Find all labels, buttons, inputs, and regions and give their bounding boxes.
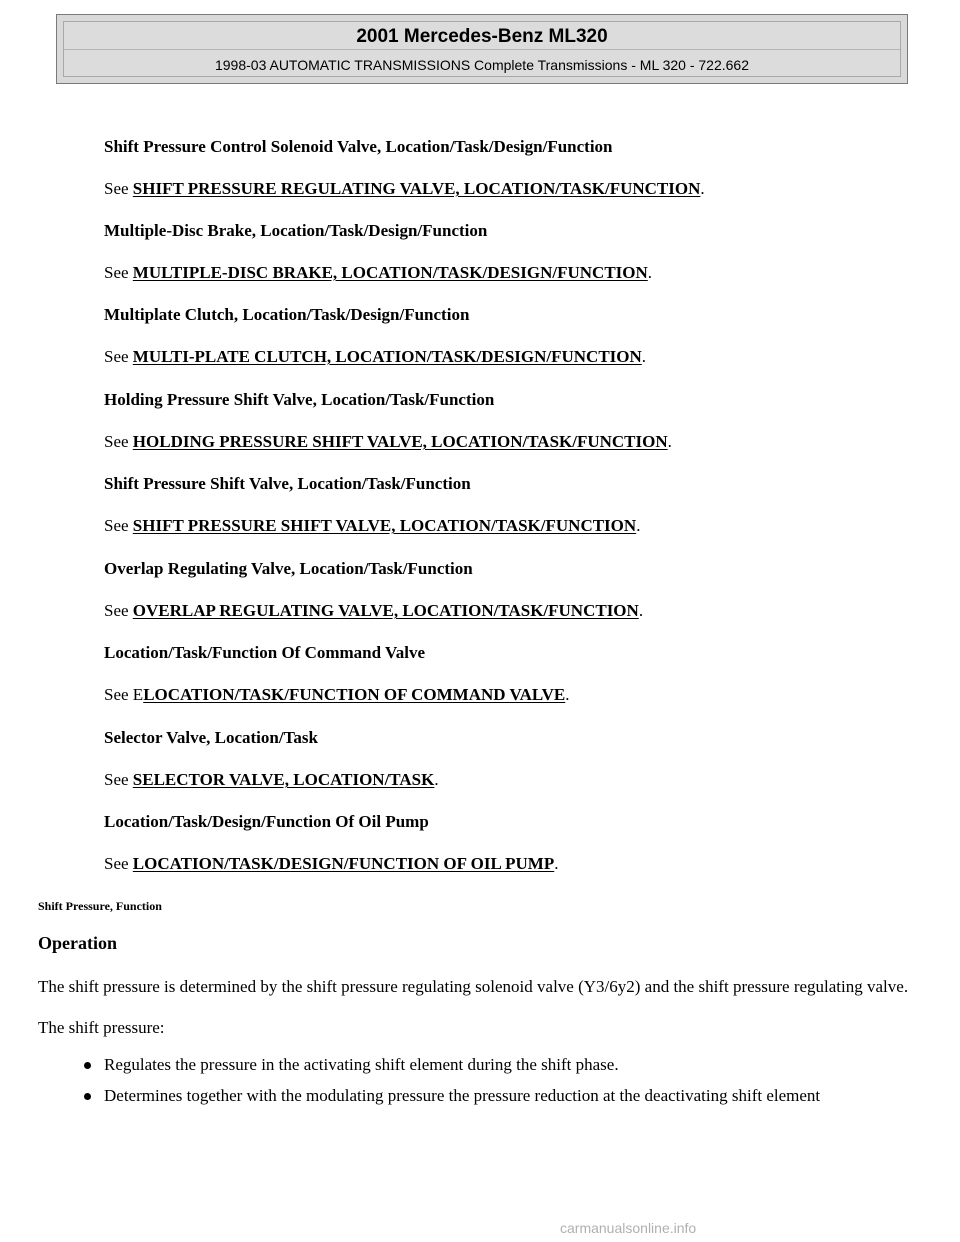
header-title: 2001 Mercedes-Benz ML320 [356, 26, 608, 47]
see-suffix: . [700, 179, 705, 198]
see-text: See [104, 516, 133, 535]
see-text: See [104, 347, 133, 366]
see-text: See [104, 685, 133, 704]
reference-link[interactable]: LOCATION/TASK/DESIGN/FUNCTION OF OIL PUMP [132, 854, 555, 873]
reference-title: Shift Pressure Control Solenoid Valve, Location/Task/Design/Function [104, 137, 613, 156]
reference-link[interactable]: MULTIPLE-DISC BRAKE, LOCATION/TASK/DESIGN/FUNCTION [132, 263, 648, 282]
reference-title: Selector Valve, Location/Task [104, 728, 318, 747]
list-item-text: Determines together with the modulating pressure the pressure reduction at the deactivating shift element [104, 1086, 821, 1105]
reference-see-line [104, 685, 570, 705]
see-text: See [104, 854, 133, 873]
reference-title: Location/Task/Function Of Command Valve [104, 643, 426, 662]
bullet-icon [84, 1093, 91, 1100]
see-suffix: . [647, 263, 653, 282]
section-heading: Operation [38, 933, 117, 953]
reference-link[interactable]: LOCATION/TASK/FUNCTION OF COMMAND VALVE [143, 685, 566, 704]
see-text: See [104, 432, 133, 451]
reference-link[interactable]: SHIFT PRESSURE SHIFT VALVE, LOCATION/TASK/FUNCTION [132, 516, 637, 535]
section-label: Shift Pressure, Function [38, 899, 162, 913]
see-text: See [104, 770, 133, 789]
reference-title: Multiplate Clutch, Location/Task/Design/Function [104, 305, 470, 324]
reference-title: Multiple-Disc Brake, Location/Task/Design/Function [104, 221, 488, 240]
see-suffix: . [554, 854, 559, 873]
see-text: See [104, 263, 133, 282]
reference-title: Shift Pressure Shift Valve, Location/Task/Function [104, 474, 471, 493]
see-suffix: . [638, 601, 644, 620]
header-subtitle: 1998-03 AUTOMATIC TRANSMISSIONS Complete Transmissions - ML 320 - 722.662 [214, 57, 750, 73]
reference-see-line [104, 601, 643, 621]
reference-see-line [104, 854, 558, 874]
reference-see-line [104, 179, 705, 199]
see-suffix: . [434, 770, 439, 789]
watermark: carmanualsonline.info [560, 1220, 697, 1236]
document-header [56, 14, 908, 84]
bullet-icon [84, 1062, 91, 1069]
see-text: See [104, 601, 133, 620]
list-item [78, 1086, 938, 1106]
see-suffix: . [565, 685, 570, 704]
reference-see-line [104, 432, 672, 452]
reference-link[interactable]: SELECTOR VALVE, LOCATION/TASK [132, 770, 435, 789]
reference-link[interactable]: HOLDING PRESSURE SHIFT VALVE, LOCATION/TASK/FUNCTION [132, 432, 668, 451]
header-panel [63, 21, 901, 77]
reference-see-line [104, 770, 439, 790]
reference-see-line [104, 347, 646, 367]
reference-see-line [104, 263, 652, 283]
see-prefix: E [132, 685, 144, 704]
see-suffix: . [667, 432, 672, 451]
paragraph: The shift pressure is determined by the shift pressure regulating solenoid valve (Y3/6y2) and the shift pressure regulating valve. [38, 977, 909, 996]
list-item-text: Regulates the pressure in the activating shift element during the shift phase. [104, 1055, 619, 1074]
reference-title: Holding Pressure Shift Valve, Location/Task/Function [104, 390, 495, 409]
paragraph: The shift pressure: [38, 1018, 165, 1037]
reference-link[interactable]: OVERLAP REGULATING VALVE, LOCATION/TASK/FUNCTION [132, 601, 639, 620]
see-text: See [104, 179, 133, 198]
reference-title: Location/Task/Design/Function Of Oil Pump [104, 812, 429, 831]
reference-see-line [104, 516, 640, 536]
reference-title: Overlap Regulating Valve, Location/Task/Function [104, 559, 473, 578]
see-suffix: . [641, 347, 647, 366]
reference-link[interactable]: SHIFT PRESSURE REGULATING VALVE, LOCATION/TASK/FUNCTION [132, 179, 701, 198]
bullet-list [78, 1055, 938, 1117]
list-item [78, 1055, 938, 1075]
reference-link[interactable]: MULTI-PLATE CLUTCH, LOCATION/TASK/DESIGN/FUNCTION [132, 347, 642, 366]
see-suffix: . [636, 516, 641, 535]
header-divider [64, 49, 900, 50]
